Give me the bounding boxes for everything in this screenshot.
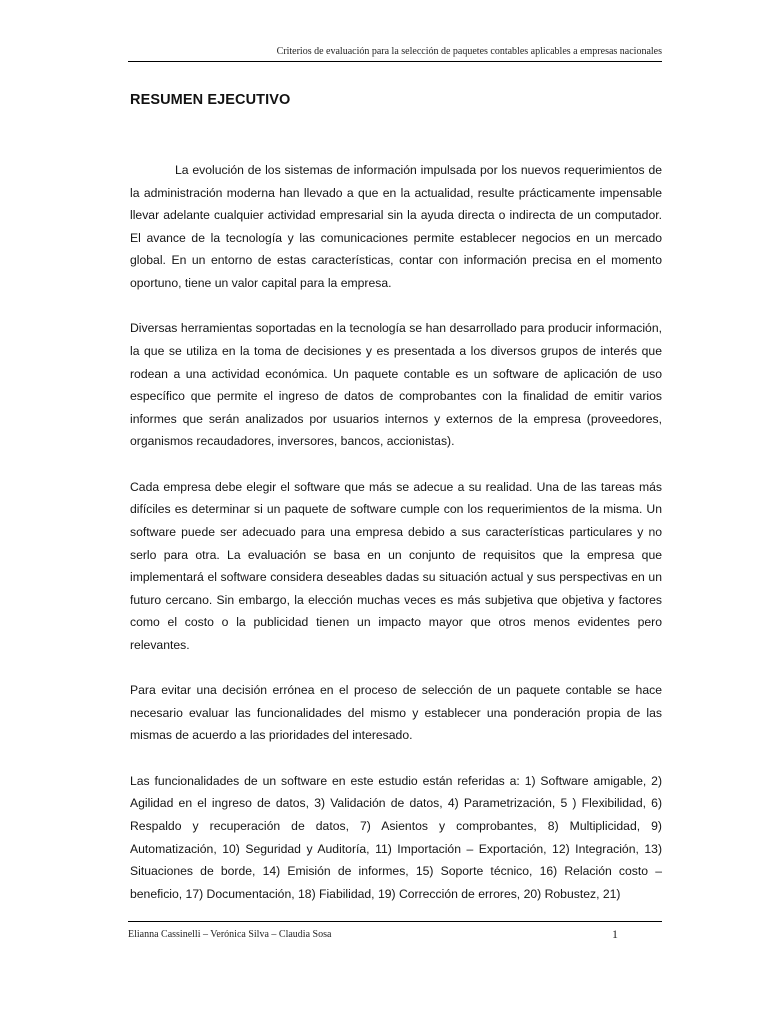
footer-divider (128, 921, 662, 922)
paragraph: Diversas herramientas soportadas en la tecnología se han desarrollado para producir información, la que se utiliza en la toma de decisiones y es presentada a los diversos grupos de interés que rodean a una actividad económica. Un paquete contable es un software de aplicación de uso específico que permite el ingreso de datos de comprobantes con la finalidad de emitir varios informes que serán analizados por usuarios internos y externos de la empresa (proveedores, organismos recaudadores, inversores, bancos, accionistas). (130, 321, 662, 449)
header-divider (128, 61, 662, 62)
running-header: Criterios de evaluación para la selección de paquetes contables aplicables a empresas nacionales (276, 46, 662, 57)
page-number: 1 (612, 927, 618, 941)
body-text (130, 159, 662, 905)
paragraph: Cada empresa debe elegir el software que más se adecue a su realidad. Una de las tareas más difíciles es determinar si un paquete de software cumple con los requerimientos de la misma. Un software puede ser adecuado para una empresa debido a sus características particulares y no serlo para otra. La evaluación se basa en un conjunto de requisitos que la empresa que implementará el software considera deseables dadas su situación actual y sus perspectivas en un futuro cercano. Sin embargo, la elección muchas veces es más subjetiva que objetiva y factores como el costo o la publicidad tienen un impacto mayor que otros menos evidentes pero relevantes. (130, 479, 662, 652)
footer-authors: Elianna Cassinelli – Verónica Silva – Claudia Sosa (128, 929, 332, 940)
section-title: RESUMEN EJECUTIVO (130, 92, 291, 108)
paragraph: La evolución de los sistemas de información impulsada por los nuevos requerimientos de la administración moderna han llevado a que en la actualidad, resulte prácticamente impensable llevar adelante cualquier actividad empresarial sin la ayuda directa o indirecta de un computador. El avance de la tecnología y las comunicaciones permite establecer negocios en un mercado global. En un entorno de estas características, contar con información precisa en el momento oportuno, tiene un valor capital para la empresa. (130, 163, 662, 290)
paragraph: Las funcionalidades de un software en este estudio están referidas a: 1) Software amigable, 2) Agilidad en el ingreso de datos, 3) Validación de datos, 4) Parametrización, 5 ) Flexibilidad, 6) Respaldo y recuperación de datos, 7) Asientos y comprobantes, 8) Multiplicidad, 9) Automatización, 10) Seguridad y Auditoría, 11) Importación – Exportación, 12) Integración, 13) Situaciones de borde, 14) Emisión de informes, 15) Soporte técnico, 16) Relación costo – beneficio, 17) Documentación, 18) Fiabilidad, 19) Corrección de errores, 20) Robustez, 21) (130, 773, 662, 901)
paragraph: Para evitar una decisión errónea en el proceso de selección de un paquete contable se hace necesario evaluar las funcionalidades del mismo y establecer una ponderación propia de las mismas de acuerdo a las prioridades del interesado. (130, 683, 662, 743)
